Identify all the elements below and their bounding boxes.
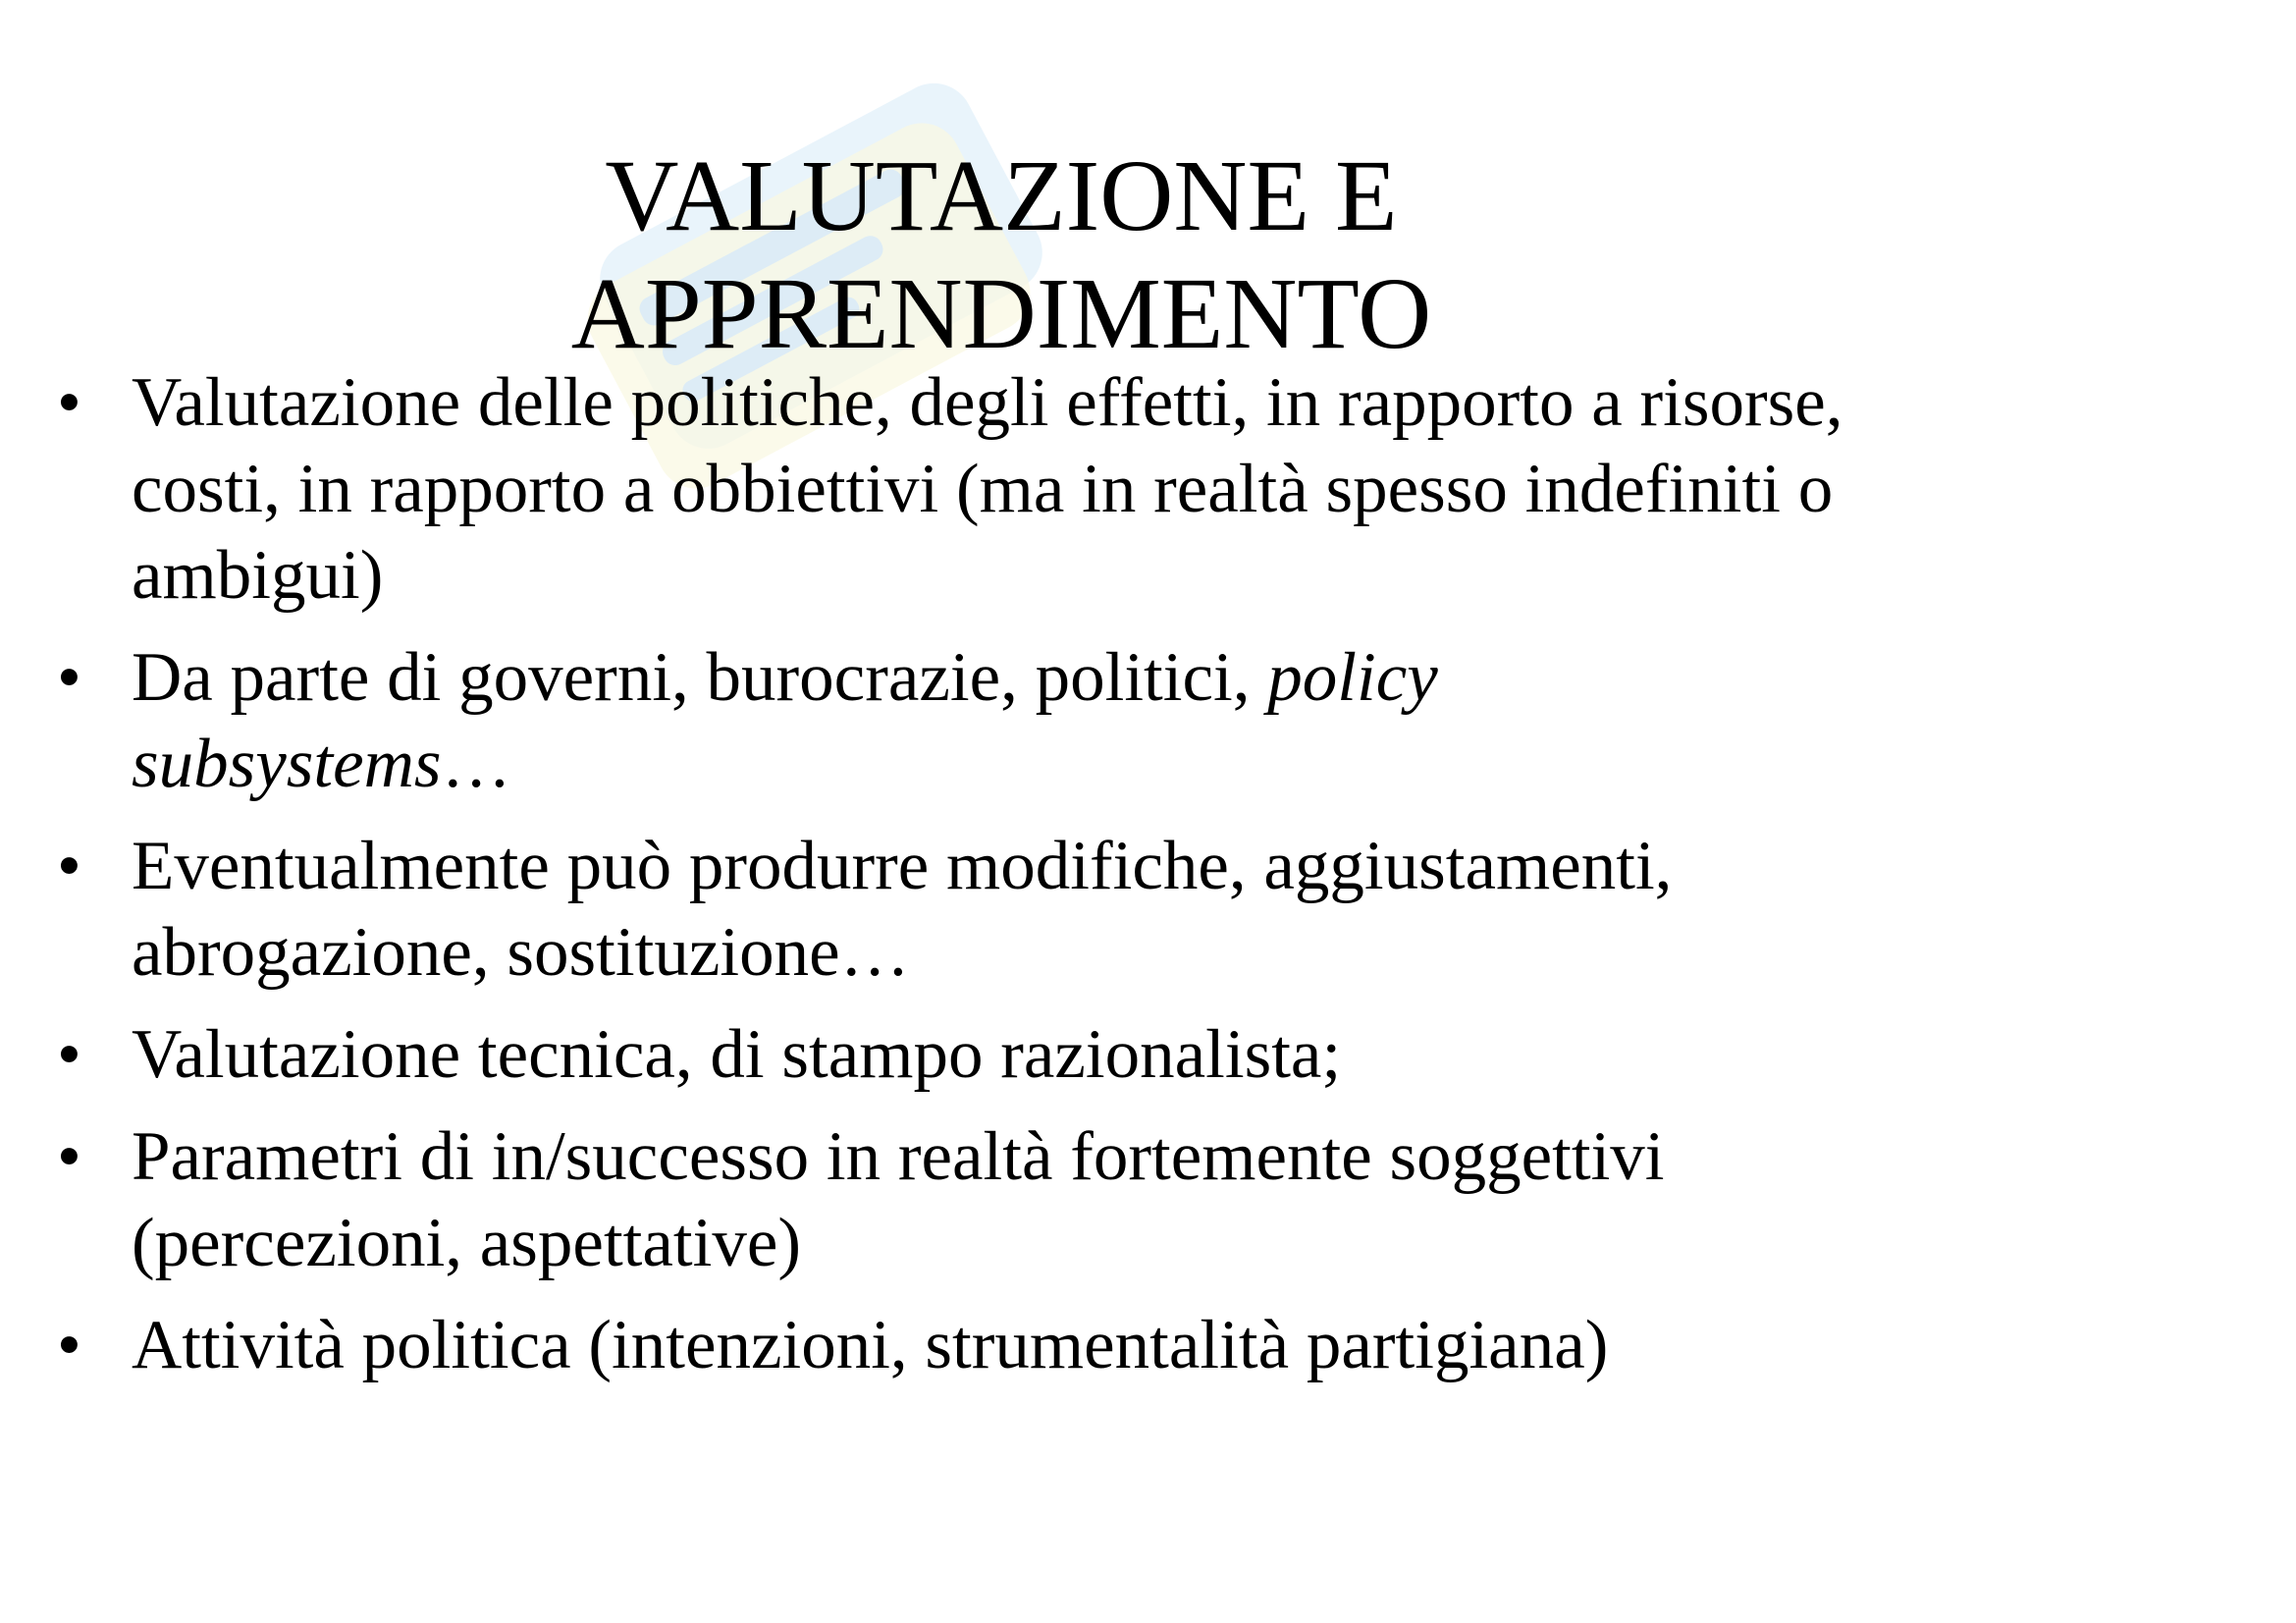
list-item-text: Eventualmente può produrre modifiche, aggiustamenti, abrogazione, sostituzione…	[132, 828, 1673, 991]
title-line-1: VALUTAZIONE E	[605, 139, 1398, 252]
list-item-text-italic: policy subsystems	[132, 639, 1438, 802]
list-item	[57, 359, 2197, 619]
bullet-icon: •	[57, 1016, 81, 1093]
page-title	[510, 137, 1492, 373]
list-item-text: Parametri di in/successo in realtà fortemente soggettivi (percezioni, aspettative)	[132, 1118, 1665, 1281]
bullet-icon: •	[57, 1307, 81, 1383]
list-item	[57, 823, 2197, 996]
list-item	[57, 1302, 2197, 1388]
bullet-icon: •	[57, 1118, 81, 1195]
list-item	[57, 1011, 2197, 1098]
list-item	[57, 634, 2197, 807]
list-item-text-plain: Da parte di governi, burocrazie, politici,	[132, 639, 1268, 716]
bullet-icon: •	[57, 828, 81, 904]
list-item-text: Valutazione tecnica, di stampo razionalista;	[132, 1016, 1342, 1093]
title-line-2: APPRENDIMENTO	[570, 257, 1432, 370]
list-item-text-tail: …	[441, 726, 511, 802]
list-item-text	[132, 634, 1663, 807]
bullet-list	[57, 359, 2197, 1404]
bullet-icon: •	[57, 364, 81, 441]
list-item	[57, 1113, 2197, 1286]
list-item-text: Attività politica (intenzioni, strumentalità partigiana)	[132, 1307, 1609, 1383]
list-item-text: Valutazione delle politiche, degli effetti, in rapporto a risorse, costi, in rapporto a obbiettivi (ma in realtà spesso indefiniti o ambigui)	[132, 364, 1843, 614]
bullet-icon: •	[57, 639, 81, 716]
